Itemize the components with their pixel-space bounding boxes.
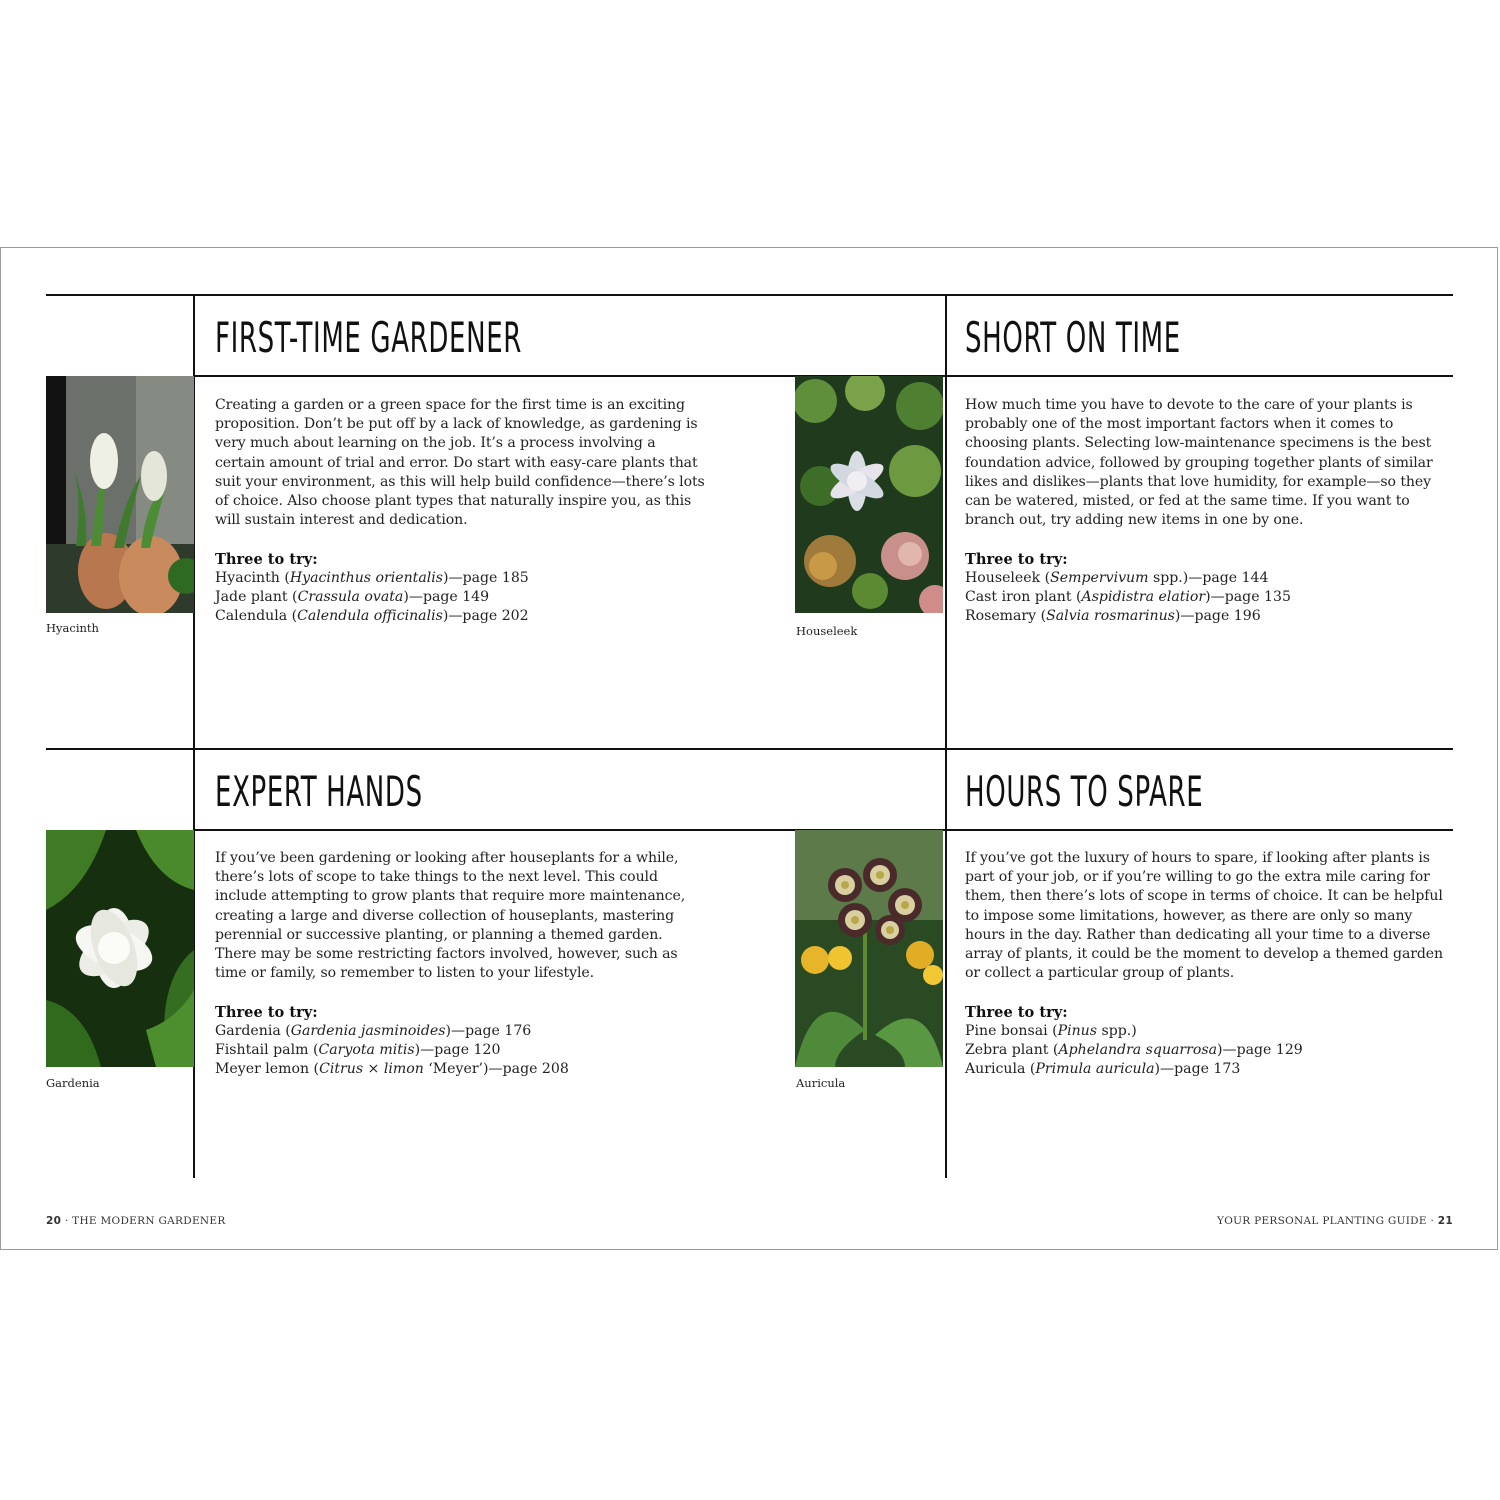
running-head: · THE MODERN GARDENER: [64, 1215, 226, 1227]
plant-list-item: Hyacinth (Hyacinthus orientalis)—page 185: [215, 570, 529, 586]
page-number: 20: [46, 1215, 62, 1227]
page-number: 21: [1437, 1215, 1453, 1227]
plant-list-item: Auricula (Primula auricula)—page 173: [965, 1061, 1241, 1078]
plant-list-item: Gardenia (Gardenia jasminoides)—page 176: [215, 1023, 532, 1039]
plant-list-item: Houseleek (Sempervivum spp.)—page 144: [965, 570, 1269, 586]
plant-list-item: Cast iron plant (Aspidistra elatior)—page 135: [965, 589, 1291, 606]
plant-list: [215, 569, 529, 627]
section-body: If you’ve got the luxury of hours to spare, if looking after plants is part of your job, or if you’re willing to go the extra mile caring for them, then there’s lots of scope in terms of choice. It can be helpful to impose some limitations, however, as there are only so many hours in the day. Rather than dedicating all your time to a diverse array of plants, it could be the moment to develop a themed garden or collect a particular group of plants.: [965, 850, 1444, 982]
section-body: How much time you have to devote to the care of your plants is probably one of the most important factors when it comes to choosing plants. Selecting low-maintenance specimens is the best foundation advice, followed by grouping together plants of similar likes and dislikes—plants that love humidity, for example—so they can be watered, misted, or fed at the same time. If you want to branch out, try adding new items in one by one.: [965, 397, 1433, 529]
footer-left: [46, 1215, 226, 1227]
three-to-try-heading: Three to try:: [965, 551, 1068, 568]
photo-caption: Gardenia: [46, 1076, 100, 1090]
photo-caption: Hyacinth: [46, 621, 99, 635]
plant-list-item: Calendula (Calendula officinalis)—page 202: [215, 608, 529, 625]
hyacinth-photo: [46, 376, 194, 613]
plant-list-item: Fishtail palm (Caryota mitis)—page 120: [215, 1042, 501, 1059]
plant-list-item: Zebra plant (Aphelandra squarrosa)—page 129: [965, 1042, 1303, 1059]
photo-caption: Auricula: [796, 1076, 846, 1090]
houseleek-photo: [795, 376, 943, 613]
rule-top: [46, 294, 1453, 296]
section-title: EXPERT HANDS: [215, 767, 423, 816]
gardenia-photo: [46, 830, 194, 1067]
running-head: YOUR PERSONAL PLANTING GUIDE ·: [1216, 1215, 1435, 1227]
footer-right: [1217, 1215, 1453, 1227]
section-body: Creating a garden or a green space for the first time is an exciting proposition. Don’t be put off by a lack of knowledge, as gardening is very much about learning on the job. It’s a process involving a certain amount of trial and error. Do start with easy-care plants that suit your environment, as this will help build confidence—there’s lots of choice. Also choose plant types that naturally inspire you, as this will sustain interest and dedication.: [215, 397, 705, 529]
photo-caption: Houseleek: [796, 624, 858, 638]
plant-list: [965, 1022, 1303, 1080]
rule-middle: [46, 748, 1453, 750]
rule-vertical-center: [945, 294, 947, 1178]
section-title: FIRST-TIME GARDENER: [215, 313, 522, 362]
section-body: If you’ve been gardening or looking after houseplants for a while, there’s lots of scope to take things to the next level. This could include attempting to grow plants that require more maintenance, creating a large and diverse collection of houseplants, mastering perennial or successive planting, or planning a themed garden. There may be some restricting factors involved, however, such as time or family, so remember to listen to your lifestyle.: [215, 850, 686, 982]
rule-header2-bottom-right: [946, 829, 1453, 831]
plant-list: [965, 569, 1291, 627]
plant-list: [215, 1022, 569, 1080]
three-to-try-heading: Three to try:: [215, 551, 318, 568]
rule-header-bottom-right: [946, 375, 1453, 377]
plant-list-item: Meyer lemon (Citrus × limon ‘Meyer’)—page 208: [215, 1061, 569, 1078]
three-to-try-heading: Three to try:: [965, 1004, 1068, 1021]
three-to-try-heading: Three to try:: [215, 1004, 318, 1021]
section-title: HOURS TO SPARE: [965, 767, 1204, 816]
auricula-photo: [795, 830, 943, 1067]
plant-list-item: Pine bonsai (Pinus spp.): [965, 1023, 1137, 1039]
plant-list-item: Rosemary (Salvia rosmarinus)—page 196: [965, 608, 1261, 625]
section-title: SHORT ON TIME: [965, 313, 1181, 362]
plant-list-item: Jade plant (Crassula ovata)—page 149: [215, 589, 490, 606]
